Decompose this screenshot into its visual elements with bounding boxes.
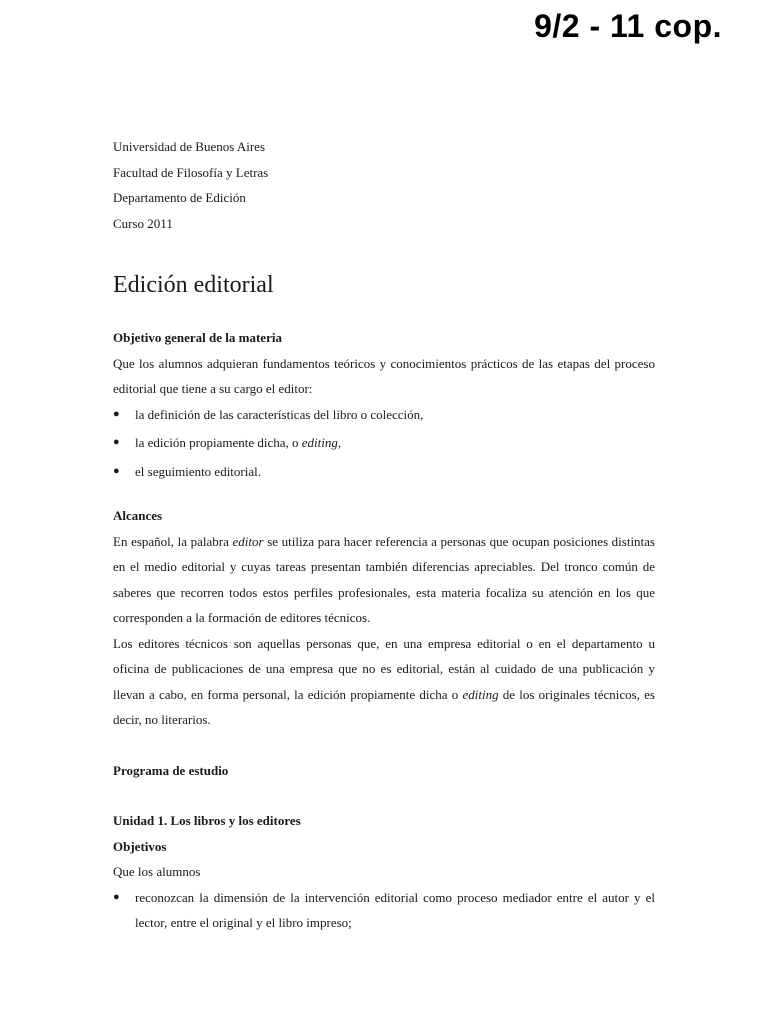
programa-heading: Programa de estudio [113,762,229,778]
header-university: Universidad de Buenos Aires [113,139,266,154]
bullet-icon: ● [113,890,120,903]
bullet-icon: ● [113,436,120,448]
section-unidad-1 [113,808,655,936]
header-course: Curso 2011 [113,215,173,231]
objetivo-item-3: el seguimiento editorial. [135,463,261,479]
bullet-icon: ● [113,464,120,477]
list-item [113,885,655,936]
section-alcances [113,503,655,733]
header-faculty: Facultad de Filosofía y Letras [113,164,269,180]
objetivo-heading: Objetivo general de la materia [113,330,282,345]
bullet-icon: ● [113,407,120,420]
list-item [113,402,655,428]
copies-stamp: 9/2 - 11 cop. [534,8,722,44]
objetivo-intro: Que los alumnos adquieran fundamentos teóricos y conocimientos prácticos de las etapas del proceso editorial que tiene a su cargo el editor: [113,355,655,396]
objetivo-item-2-post: , [337,435,342,450]
section-programa [113,758,655,784]
document-title: Edición editorial [113,272,274,298]
institution-header [113,134,655,236]
unidad1-item-1: reconozcan la dimensión de la intervención editorial como proceso mediador entre el autor y el lector, entre el original y el libro impreso; [135,889,655,930]
list-item [113,459,655,485]
unidad1-list [113,885,655,936]
alcances-heading: Alcances [113,508,163,523]
objetivo-item-2-pre: la edición propiamente dicha, o [135,435,302,450]
unidad1-subheading: Objetivos [113,838,167,854]
document-page [113,134,655,939]
objetivo-item-1: la definición de las características del libro o colección, [135,406,424,422]
unidad1-heading: Unidad 1. Los libros y los editores [113,813,301,828]
list-item [113,430,655,456]
objetivo-item-2-em: editing [301,435,338,450]
objetivo-list [113,402,655,485]
alcances-paragraph-2: Los editores técnicos son aquellas personas que, en una empresa editorial o en el departamento u oficina de publicaciones de una empresa que no es editorial, están al cuidado de una publicación y llevan a cabo, en forma personal, la edición propiamente dicha o editing de los originales técnicos, es decir, no literarios. [113,635,655,727]
unidad1-intro: Que los alumnos [113,864,201,879]
section-objetivo [113,325,655,484]
alcances-paragraph-1: En español, la palabra editor se utiliza para hacer referencia a personas que ocupan posiciones distintas en el medio editorial y cuyas tareas presentan también diferencias apreciables. Del tronco común de saberes que recorren todos estos perfiles profesionales, esta materia focaliza su atención en los que corresponden a la formación de editores técnicos. [113,533,655,625]
header-department: Departamento de Edición [113,190,246,205]
